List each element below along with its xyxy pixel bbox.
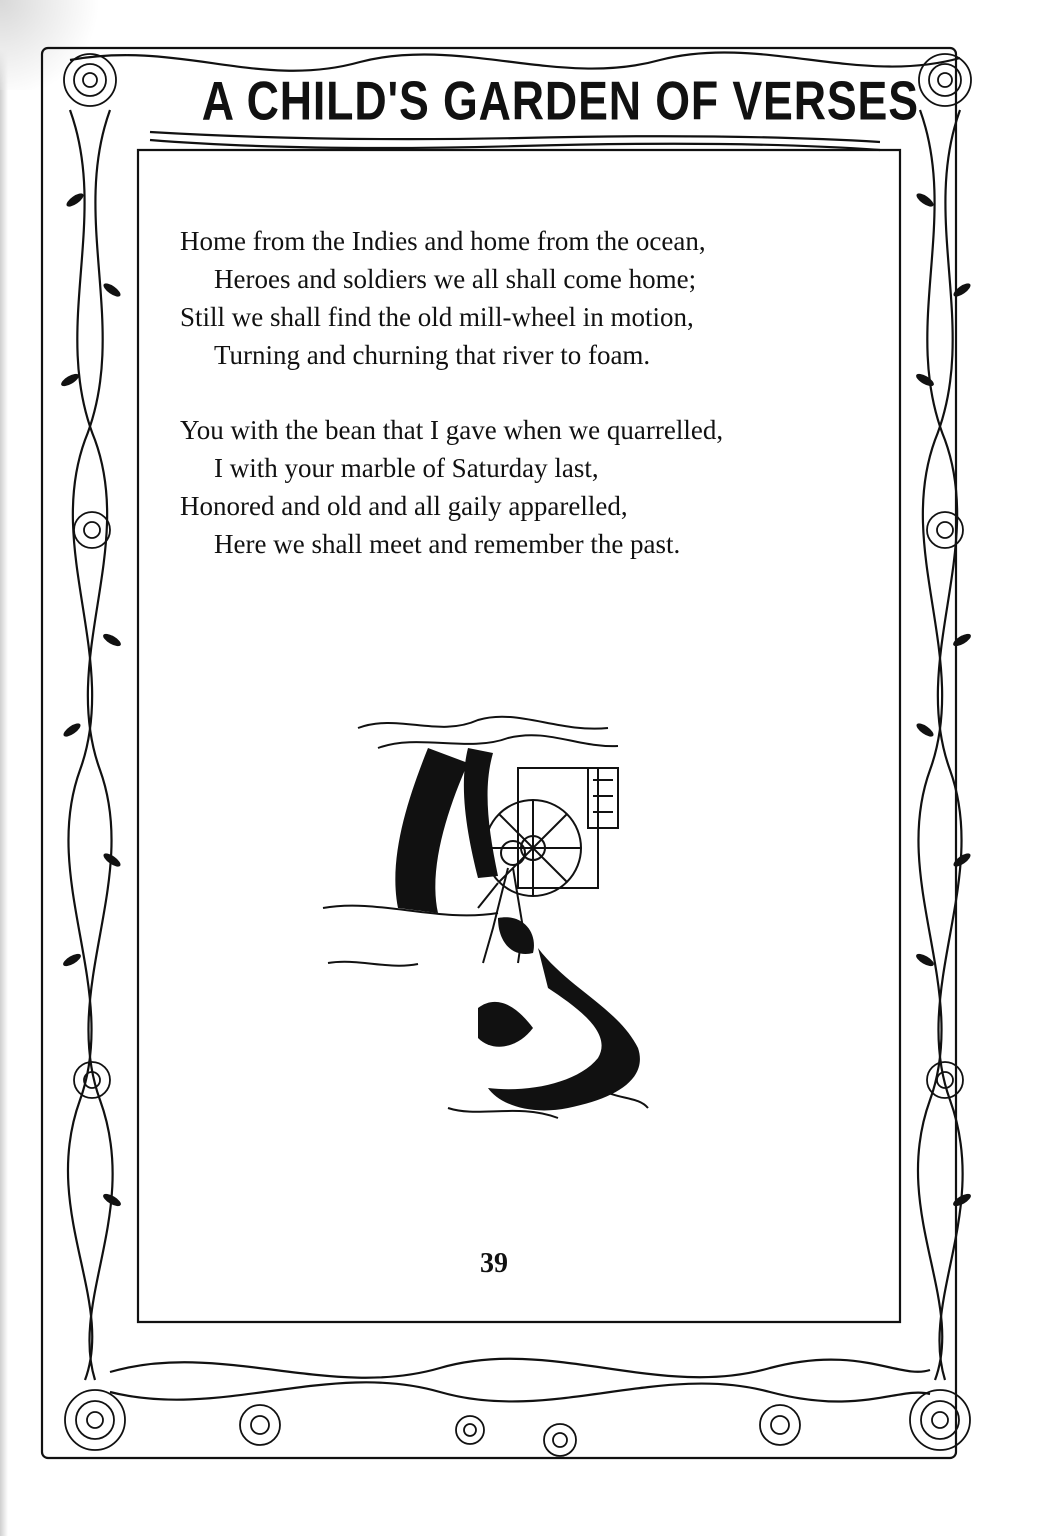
stanza-1 [180, 222, 860, 374]
poem-line: Turning and churning that river to foam. [214, 340, 651, 370]
poem-line: You with the bean that I gave when we quarrelled, [180, 415, 724, 445]
page-number: 39 [480, 1248, 508, 1279]
book-title: A CHILD'S GARDEN OF VERSES [201, 71, 919, 132]
mill-wheel-illustration [318, 708, 678, 1148]
stanza-2 [180, 411, 860, 563]
poem-line: Honored and old and all gaily apparelled, [180, 491, 628, 521]
poem-line: Home from the Indies and home from the ocean, [180, 226, 706, 256]
poem-line: I with your marble of Saturday last, [214, 453, 599, 483]
poem-line: Heroes and soldiers we all shall come home; [214, 264, 697, 294]
poem-line: Still we shall find the old mill-wheel in motion, [180, 302, 694, 332]
poem-line: Here we shall meet and remember the past. [214, 529, 681, 559]
poem [180, 222, 860, 600]
